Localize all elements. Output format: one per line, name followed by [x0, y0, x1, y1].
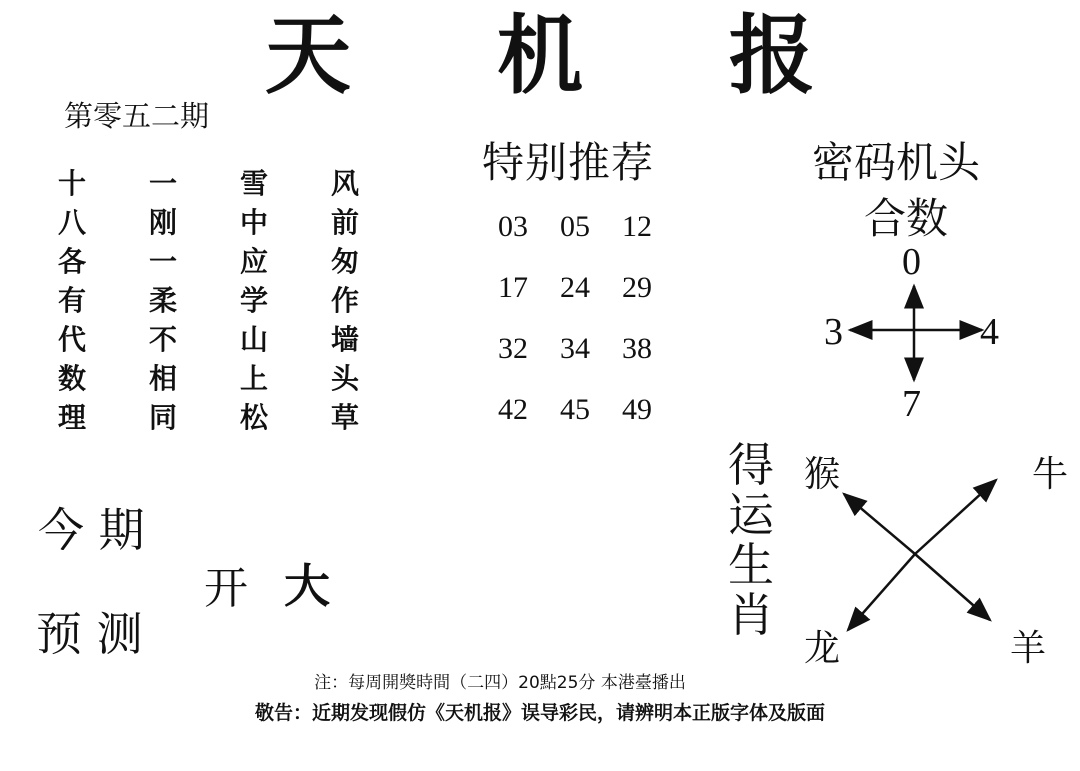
poem-row: [58, 201, 422, 240]
recommend-number: 32: [498, 331, 528, 365]
poem-char: 作: [331, 283, 360, 317]
poem-char: 风: [331, 166, 360, 200]
poem-char: 一: [149, 166, 178, 200]
masthead-title: 天 机 报: [265, 5, 873, 106]
recommend-title: 特别推荐: [482, 138, 655, 187]
prediction-result: 大: [284, 559, 330, 613]
code-title: 密码机头: [812, 138, 981, 187]
poem-char: 中: [240, 205, 269, 239]
poem-row: [58, 357, 422, 396]
zodiac-top-right: 牛: [1032, 454, 1069, 495]
recommend-number: 42: [498, 392, 528, 426]
poem-char: 匆: [331, 244, 360, 278]
poem-char: 有: [58, 283, 87, 317]
poem-grid: [58, 162, 422, 435]
poem-char: 代: [58, 322, 87, 356]
zodiac-bottom-right: 羊: [1010, 628, 1047, 669]
number-row: [498, 379, 684, 440]
poem-char: 应: [240, 244, 269, 278]
poem-char: 一: [149, 244, 178, 278]
zodiac-title-char: 得: [728, 438, 774, 492]
poem-char: 十: [58, 166, 87, 200]
code-digit-top: 0: [902, 241, 921, 283]
poem-char: 墙: [331, 322, 360, 356]
poem-char: 柔: [149, 283, 178, 317]
recommend-number: 45: [560, 392, 590, 426]
recommend-number: 49: [622, 392, 652, 426]
recommend-number: 34: [560, 331, 590, 365]
counterfeit-warning: 敬告：近期发现假仿《天机报》误导彩民，请辨明本正版字体及版面: [254, 702, 825, 724]
recommend-number: 29: [622, 270, 652, 304]
poem-char: 各: [58, 244, 87, 278]
poem-row: [58, 162, 422, 201]
poem-char: 学: [240, 283, 269, 317]
recommend-number: 05: [560, 209, 590, 243]
poem-row: [58, 318, 422, 357]
poem-char: 头: [331, 361, 360, 395]
prediction-open: 开: [204, 563, 248, 614]
poem-row: [58, 240, 422, 279]
poem-row: [58, 279, 422, 318]
poem-char: 同: [149, 400, 178, 434]
recommend-number: 38: [622, 331, 652, 365]
zodiac-title: [724, 440, 778, 640]
zodiac-title-char: 生: [728, 538, 774, 592]
number-row: [498, 318, 684, 379]
poem-row: [58, 396, 422, 435]
zodiac-title-char: 运: [728, 488, 774, 542]
poem-char: 相: [149, 361, 178, 395]
code-digit-right: 4: [980, 311, 999, 353]
poem-char: 刚: [149, 205, 178, 239]
recommend-number: 17: [498, 270, 528, 304]
code-digit-bottom: 7: [902, 383, 921, 425]
poem-char: 草: [331, 400, 360, 434]
zodiac-top-left: 猴: [804, 454, 841, 495]
poem-char: 雪: [240, 166, 269, 200]
code-digit-left: 3: [824, 311, 843, 353]
number-row: [498, 196, 684, 257]
poem-char: 松: [240, 400, 269, 434]
poem-char: 八: [58, 205, 87, 239]
prediction-line-2: 预 测: [36, 607, 143, 661]
poem-char: 不: [149, 322, 178, 356]
recommend-number-grid: [498, 196, 684, 440]
zodiac-bottom-left: 龙: [804, 628, 841, 669]
recommend-number: 03: [498, 209, 528, 243]
compass-arrows-icon: [840, 280, 990, 390]
schedule-note: 注：每周開獎時間（二四）20點25分 本港臺播出: [314, 673, 686, 693]
poem-char: 上: [240, 361, 269, 395]
number-row: [498, 257, 684, 318]
zodiac-cross-arrows-icon: [830, 470, 1010, 640]
prediction-line-1: 今 期: [38, 503, 145, 557]
recommend-number: 24: [560, 270, 590, 304]
issue-number: 第零五二期: [64, 99, 210, 133]
poem-char: 山: [240, 322, 269, 356]
poem-char: 数: [58, 361, 87, 395]
poem-char: 前: [331, 205, 360, 239]
recommend-number: 12: [622, 209, 652, 243]
code-subtitle: 合数: [864, 194, 949, 243]
zodiac-title-char: 肖: [728, 588, 774, 642]
poem-char: 理: [58, 400, 87, 434]
